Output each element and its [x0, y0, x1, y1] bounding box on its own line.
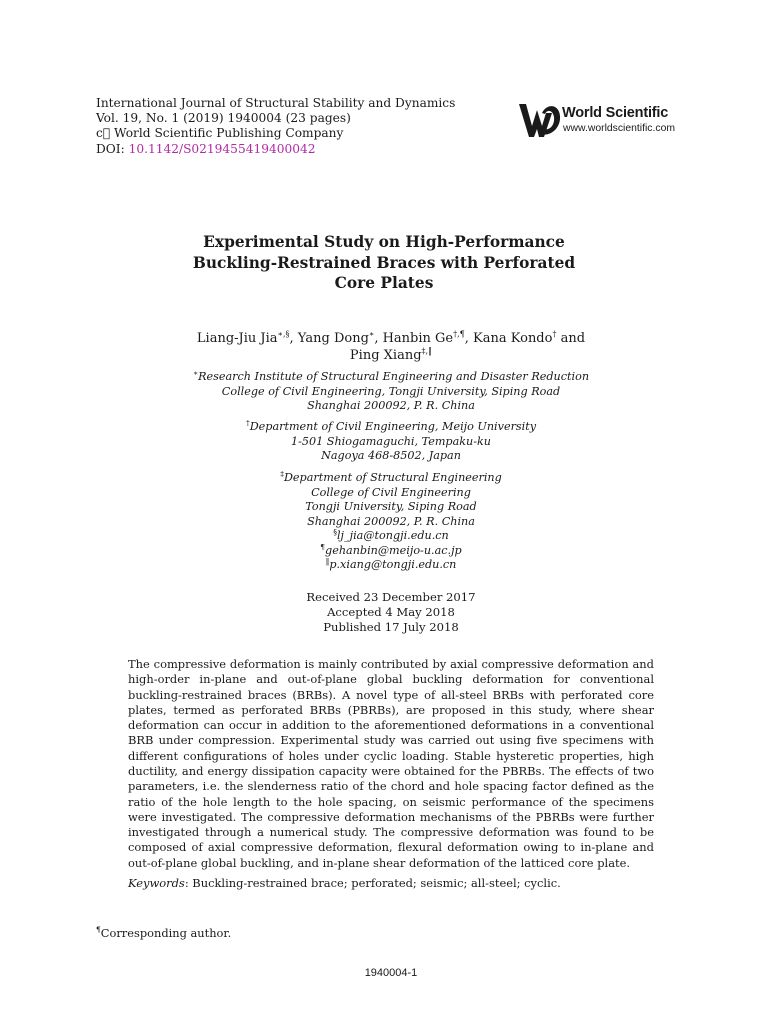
author-line: Liang-Jiu Jia∗,§, Yang Dong∗, Hanbin Ge†,¶, Kana Kondo† and: [196, 329, 586, 346]
affiliation-line: Nagoya 468-8502, Japan: [321, 449, 461, 462]
affiliation-line: Shanghai 200092, P. R. China: [307, 514, 475, 528]
author-marks: ‡,‖: [421, 346, 433, 356]
email-line[interactable]: [0, 529, 768, 544]
affiliation-line: Tongji University, Siping Road: [305, 500, 477, 513]
volume-line: Vol. 19, No. 1 (2019) 1940004 (23 pages): [96, 111, 351, 126]
affiliation-line: Shanghai 200092, P. R. China: [307, 399, 475, 412]
article-dates: [0, 590, 768, 636]
abstract: The compressive deformation is mainly contributed by axial compressive deformation and high-order in-plane and out-of-plane global buckling deformation for conventional buckling-restrained braces (BRBs). A novel type of all-steel BRBs with perforated core plates, termed as perforated BRBs (PBRBs), are proposed in this study, where shear deformation can occur in addition to the aforementioned deformations in a conventional BRB under compression. Experimental study was carried out using five specimens with different configurations of holes under cyclic loading. Stable hysteretic properties, high ductility, and energy dissipation capacity were obtained for the PBRBs. The effects of two parameters, i.e. the slenderness ratio of the chord and hole spacing factor defined as the ratio of the hole length to the hole spacing, on seismic performance of the specimens were investigated. The compressive deformation mechanisms of the PBRBs were further investigated through a numerical study. The compressive deformation was found to be composed of axial compressive deformation, flexural deformation owing to in-plane and out-of-plane global buckling, and in-plane shear deformation of the latticed core plate.: [128, 657, 654, 870]
email-address[interactable]: lj_jia@tongji.edu.cn: [336, 529, 449, 542]
journal-info: [96, 96, 455, 157]
author-conjunction: and: [560, 331, 586, 346]
affiliation-text: Department of Civil Engineering, Meijo University: [249, 420, 537, 433]
title-line: Buckling-Restrained Braces with Perforated: [192, 253, 576, 272]
author-name: Hanbin Ge: [382, 331, 454, 346]
keywords: [128, 876, 654, 891]
affiliation-meijo: [0, 420, 768, 464]
author-marks: ∗,§: [277, 329, 290, 339]
email-mark: ¶: [320, 541, 326, 551]
doi-label: DOI:: [96, 141, 125, 156]
author-name: Yang Dong: [297, 331, 369, 346]
page-number: 1940004-1: [364, 967, 418, 979]
affiliation-mark: ∗: [192, 368, 199, 378]
affiliation-line: [0, 471, 768, 486]
publisher-logo[interactable]: [518, 101, 688, 139]
logo-url: www.worldscientific.com: [563, 123, 676, 134]
affiliation-line: [0, 420, 768, 435]
affiliation-line: College of Civil Engineering: [311, 485, 471, 499]
title-line: Experimental Study on High-Performance: [203, 233, 565, 251]
email-address[interactable]: gehanbin@meijo-u.ac.jp: [325, 543, 462, 557]
affiliation-text: Research Institute of Structural Engineering and Disaster Reduction: [198, 370, 590, 383]
footnote-mark: ¶: [96, 925, 101, 934]
email-mark: ‖: [325, 556, 330, 566]
author-marks: ∗: [368, 329, 375, 339]
affiliation-mark: †: [245, 418, 250, 428]
keywords-label: Keywords: [128, 876, 185, 890]
affiliation-line: 1-501 Shiogamaguchi, Tempaku-ku: [290, 434, 492, 448]
published-date: Published 17 July 2018: [323, 620, 459, 635]
accepted-date: Accepted 4 May 2018: [327, 605, 455, 620]
logo-name: World Scientific: [562, 105, 669, 121]
affiliation-mark: ‡: [280, 469, 284, 479]
keywords-text: : Buckling-restrained brace; perforated; seismic; all-steel; cyclic.: [184, 876, 561, 890]
received-date: Received 23 December 2017: [306, 590, 476, 604]
email-address[interactable]: p.xiang@tongji.edu.cn: [329, 558, 457, 571]
copyright-line: c⃝ World Scientific Publishing Company: [96, 126, 344, 141]
affiliation-line: College of Civil Engineering, Tongji University, Siping Road: [221, 384, 561, 398]
affiliation-tongji-institute: [0, 370, 768, 414]
affiliation-text: Department of Structural Engineering: [283, 471, 502, 484]
affiliation-line: [0, 370, 768, 385]
email-mark: §: [333, 527, 337, 537]
article-title: [0, 232, 768, 294]
author-name: Ping Xiang: [349, 347, 422, 363]
author-name: Kana Kondo: [473, 331, 553, 346]
footnote-text: Corresponding author.: [100, 925, 232, 940]
email-line[interactable]: [0, 558, 768, 573]
author-line: [0, 348, 768, 365]
author-list: [0, 331, 768, 364]
email-line[interactable]: [0, 541, 768, 559]
world-scientific-logo-icon: [518, 101, 562, 139]
title-line: Core Plates: [334, 274, 434, 292]
corresponding-author-footnote: [96, 925, 231, 940]
author-marks: †: [552, 329, 557, 339]
affiliation-tongji-department: [0, 471, 768, 573]
author-marks: †,¶: [453, 329, 465, 339]
doi-line: [96, 142, 455, 157]
doi-link[interactable]: 10.1142/S0219455419400042: [128, 141, 316, 156]
journal-name: International Journal of Structural Stability and Dynamics: [96, 96, 456, 110]
author-name: Liang-Jiu Jia: [196, 331, 278, 346]
